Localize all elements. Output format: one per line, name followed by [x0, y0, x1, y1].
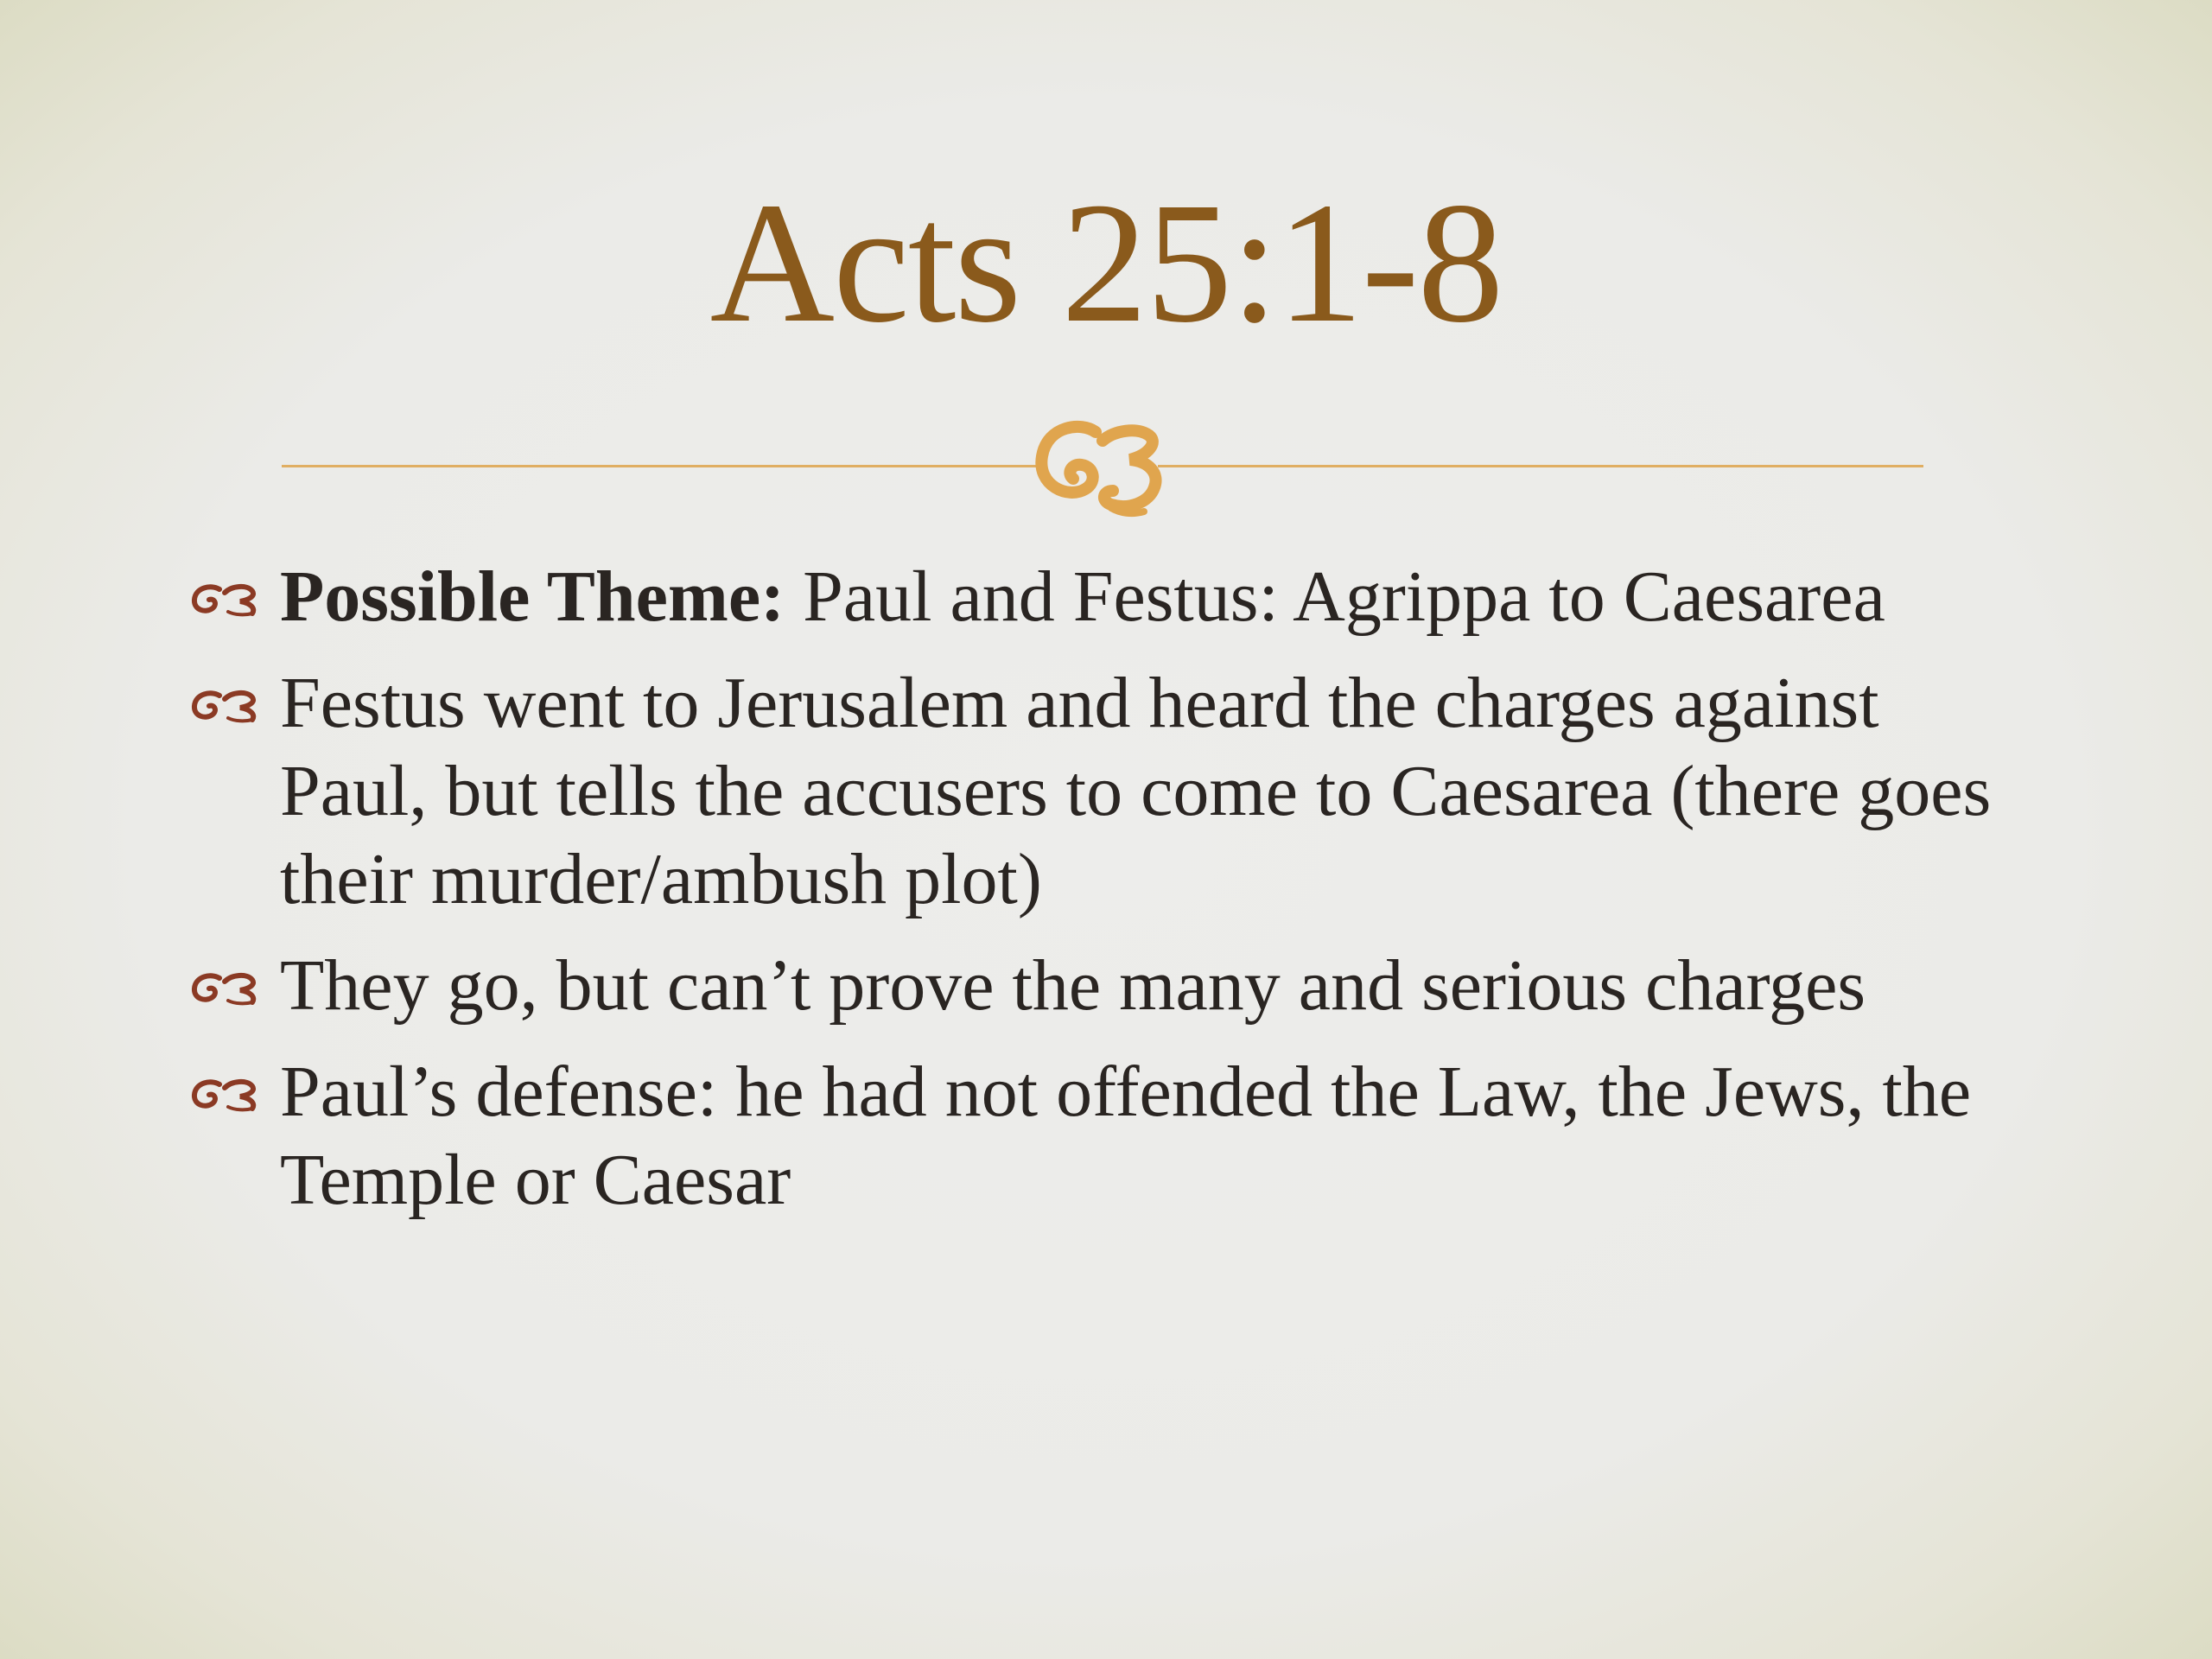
divider-line-left: [282, 465, 1042, 467]
bullet-text: Paul and Festus: Agrippa to Caesarea: [785, 556, 1885, 637]
bullet-text: They go, but can’t prove the many and serious charges: [280, 945, 1866, 1026]
bullet-item: [190, 659, 2005, 924]
fleuron-bullet-icon: [190, 581, 261, 617]
bullet-item: [190, 1048, 2005, 1224]
bullet-item: [190, 942, 2005, 1030]
fleuron-bullet-icon: [190, 687, 261, 723]
slide-title: Acts 25:1-8: [709, 168, 1503, 359]
fleuron-ornament-icon: [1028, 406, 1175, 518]
divider-line-right: [1158, 465, 1923, 467]
bullet-list: [190, 553, 2005, 1243]
fleuron-bullet-icon: [190, 969, 261, 1006]
fleuron-bullet-icon: [190, 1076, 261, 1112]
bullet-text: Paul’s defense: he had not offended the Law, the Jews, the Temple or Caesar: [280, 1052, 1972, 1220]
bullet-text: Festus went to Jerusalem and heard the charges against Paul, but tells the accusers to come to Caesarea (there goes their murder/ambush plot): [280, 663, 1992, 919]
bullet-lead: Possible Theme:: [280, 556, 785, 637]
bullet-item: [190, 553, 2005, 641]
